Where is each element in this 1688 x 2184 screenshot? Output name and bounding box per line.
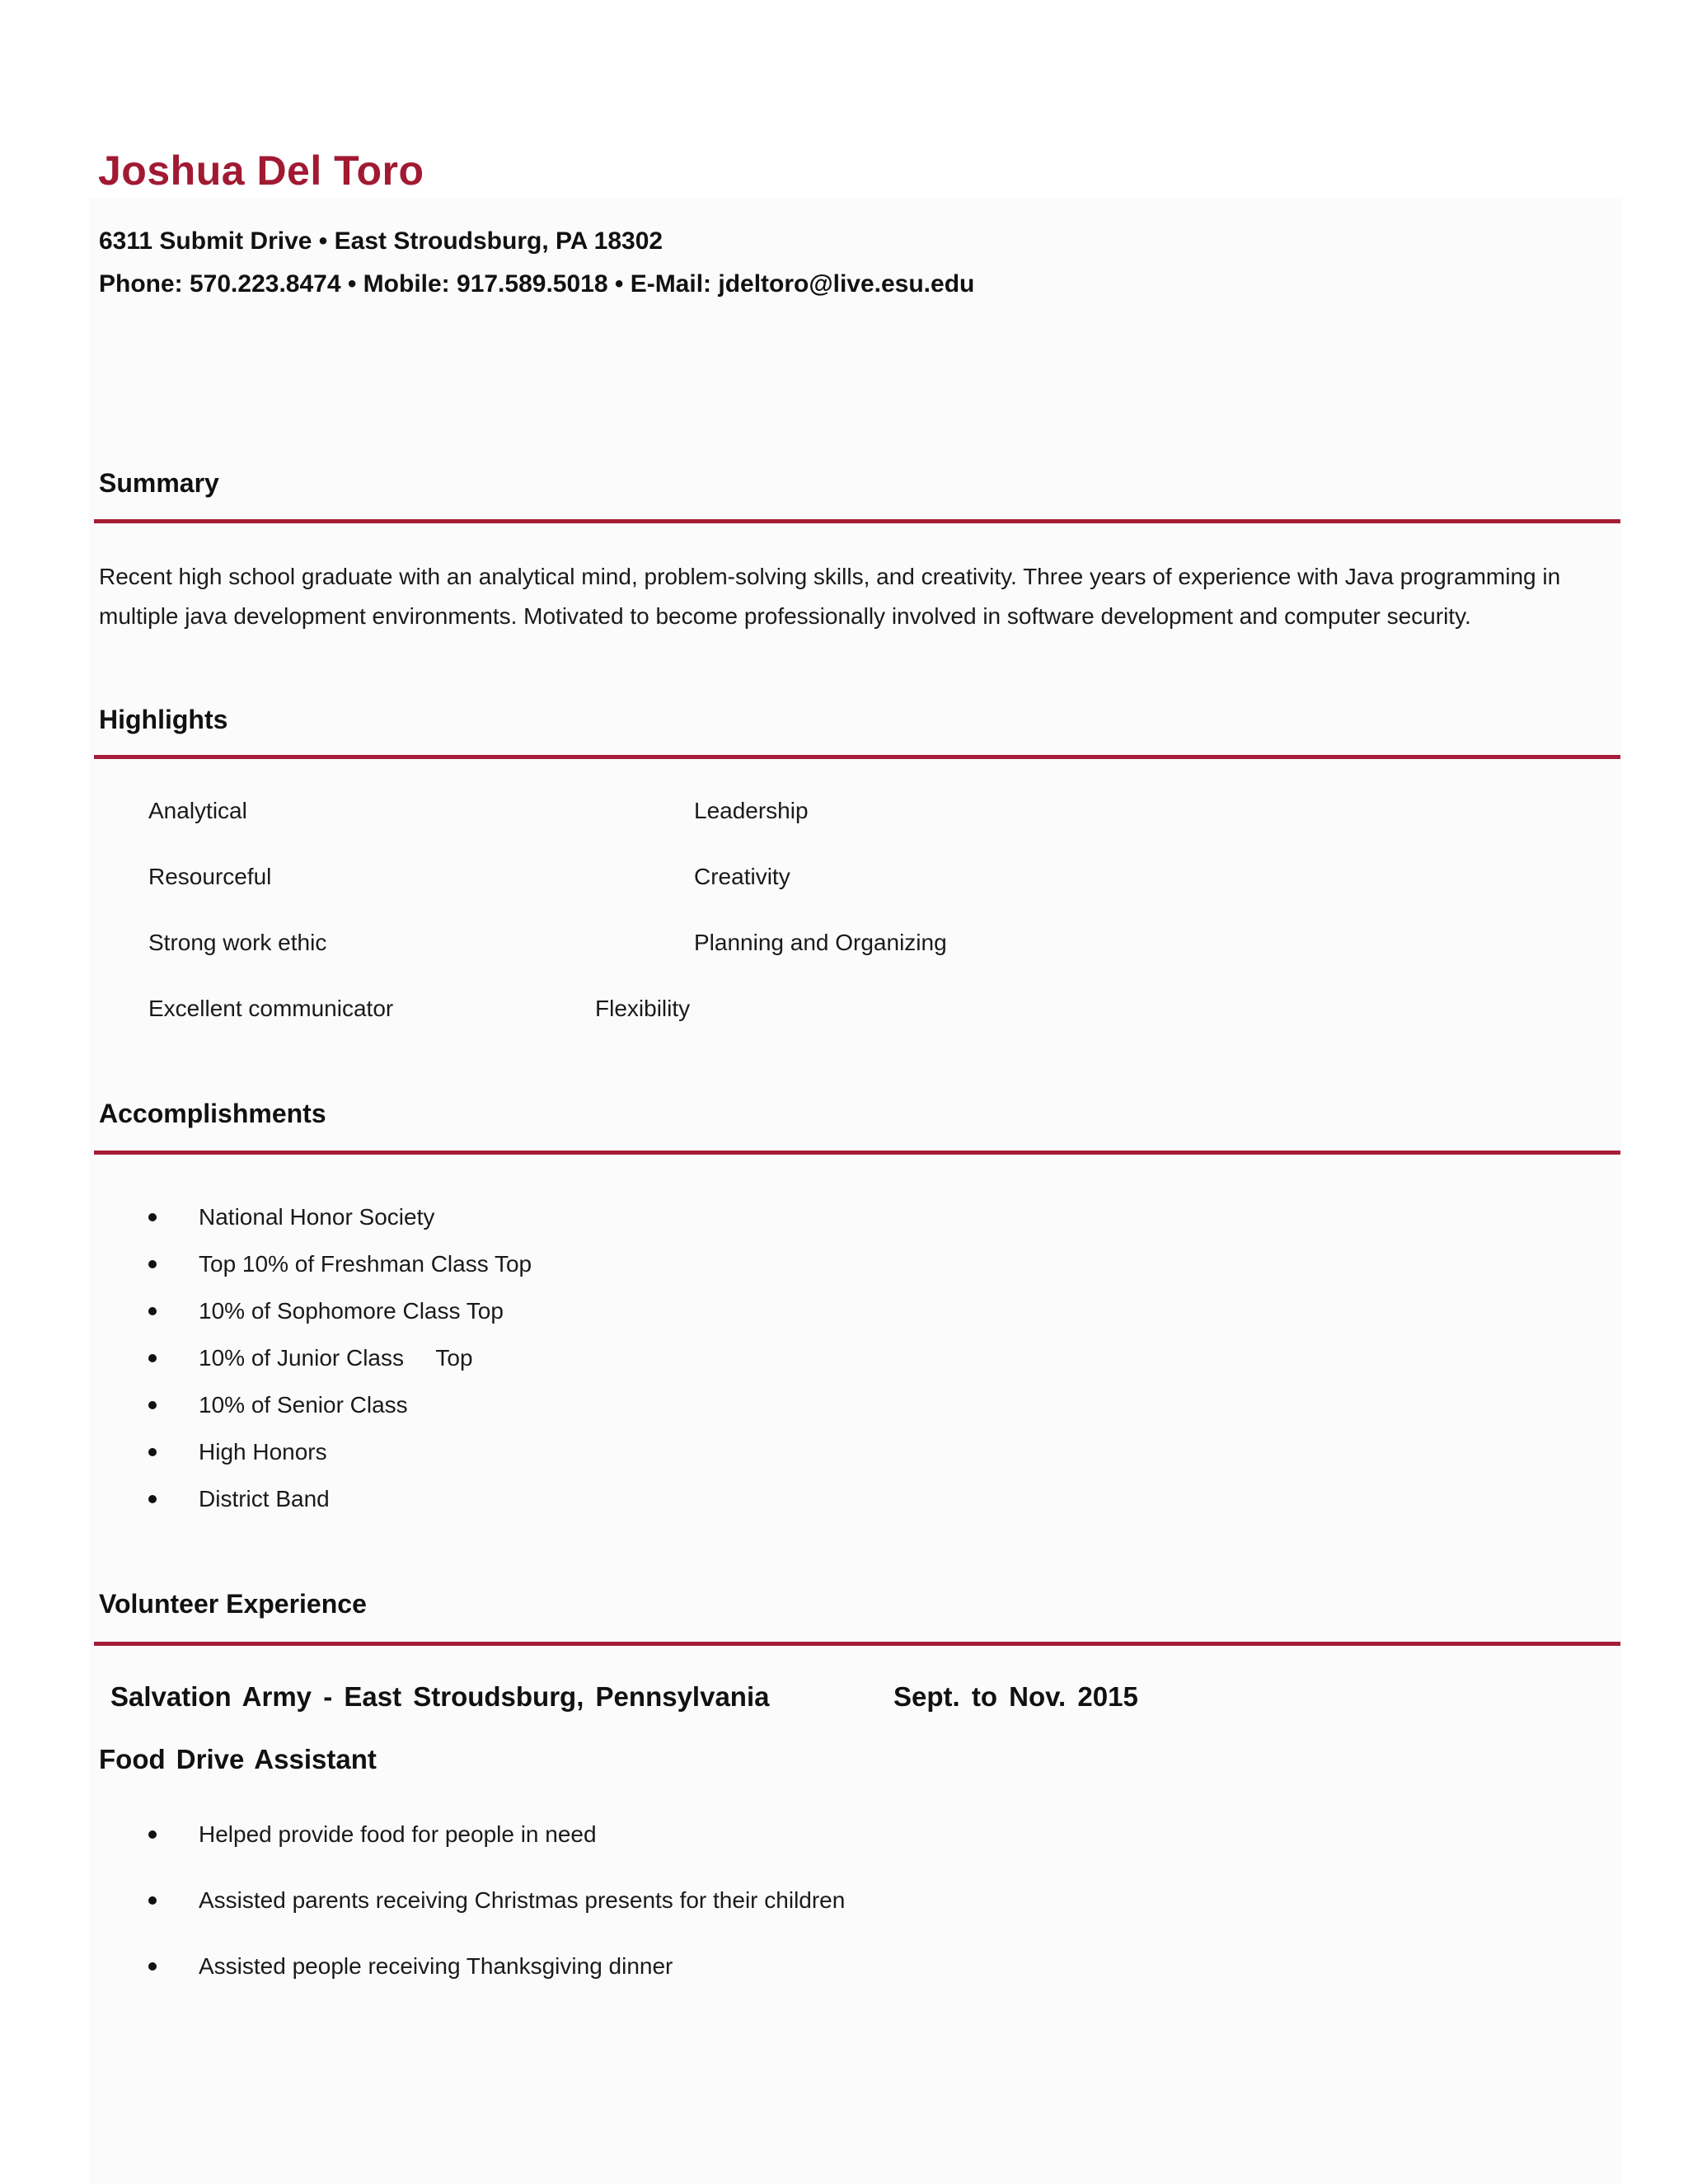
- volunteer-heading: Volunteer Experience: [99, 1589, 367, 1619]
- bullet-icon: [148, 1830, 157, 1839]
- address-line: 6311 Submit Drive • East Stroudsburg, PA 18302: [99, 227, 663, 255]
- volunteer-divider: [94, 1642, 1620, 1646]
- bullet-icon: [148, 1962, 157, 1971]
- bullet-icon: [148, 1213, 157, 1221]
- volunteer-role: Food Drive Assistant: [99, 1744, 377, 1774]
- duty-text: Assisted parents receiving Christmas presents for their children: [199, 1887, 846, 1913]
- accomplishments-heading: Accomplishments: [99, 1099, 326, 1128]
- list-item: [148, 1428, 532, 1475]
- bullet-icon: [148, 1401, 157, 1409]
- summary-divider: [94, 519, 1620, 523]
- volunteer-duties-list: [148, 1802, 845, 1999]
- volunteer-dates: Sept. to Nov. 2015: [893, 1681, 1138, 1712]
- list-item: [148, 1381, 532, 1428]
- list-item: [148, 1802, 845, 1868]
- highlight-item: Leadership: [694, 798, 809, 823]
- accomplishment-text: Top 10% of Freshman Class Top: [199, 1251, 532, 1277]
- accomplishments-list: [148, 1193, 532, 1522]
- accomplishments-divider: [94, 1151, 1620, 1155]
- contact-line: Phone: 570.223.8474 • Mobile: 917.589.5018 • E-Mail: jdeltoro@live.esu.edu: [99, 270, 975, 298]
- bullet-icon: [148, 1896, 157, 1905]
- accomplishment-text: High Honors: [199, 1439, 327, 1465]
- accomplishment-text: National Honor Society: [199, 1204, 435, 1230]
- list-item: [148, 1868, 845, 1933]
- highlight-item: Strong work ethic: [148, 930, 327, 955]
- accomplishment-text: 10% of Junior Class Top: [199, 1345, 473, 1371]
- summary-heading: Summary: [99, 468, 219, 498]
- highlight-item: Excellent communicator: [148, 996, 394, 1021]
- accomplishment-text: 10% of Sophomore Class Top: [199, 1298, 504, 1324]
- highlight-item: Flexibility: [595, 996, 691, 1021]
- accomplishment-text: District Band: [199, 1486, 330, 1511]
- bullet-icon: [148, 1307, 157, 1315]
- duty-text: Helped provide food for people in need: [199, 1821, 597, 1847]
- highlight-item: Resourceful: [148, 864, 272, 889]
- list-item: [148, 1933, 845, 1999]
- highlight-item: Planning and Organizing: [694, 930, 947, 955]
- list-item: [148, 1193, 532, 1240]
- highlight-item: Analytical: [148, 798, 247, 823]
- duty-text: Assisted people receiving Thanksgiving dinner: [199, 1953, 673, 1979]
- bullet-icon: [148, 1495, 157, 1503]
- accomplishment-text: 10% of Senior Class: [199, 1392, 408, 1418]
- list-item: [148, 1334, 532, 1381]
- highlights-heading: Highlights: [99, 705, 228, 734]
- highlights-divider: [94, 755, 1620, 759]
- highlight-item: Creativity: [694, 864, 790, 889]
- bullet-icon: [148, 1448, 157, 1456]
- bullet-icon: [148, 1260, 157, 1268]
- volunteer-organization: Salvation Army - East Stroudsburg, Pennsylvania: [110, 1681, 770, 1712]
- list-item: [148, 1287, 532, 1334]
- summary-text: Recent high school graduate with an analytical mind, problem-solving skills, and creativity. Three years of experience with Java programming in multiple java development environments. Motivated to become professionally involved in software development and computer security.: [99, 564, 1561, 629]
- list-item: [148, 1240, 532, 1287]
- candidate-name: Joshua Del Toro: [98, 148, 424, 194]
- list-item: [148, 1475, 532, 1522]
- bullet-icon: [148, 1354, 157, 1362]
